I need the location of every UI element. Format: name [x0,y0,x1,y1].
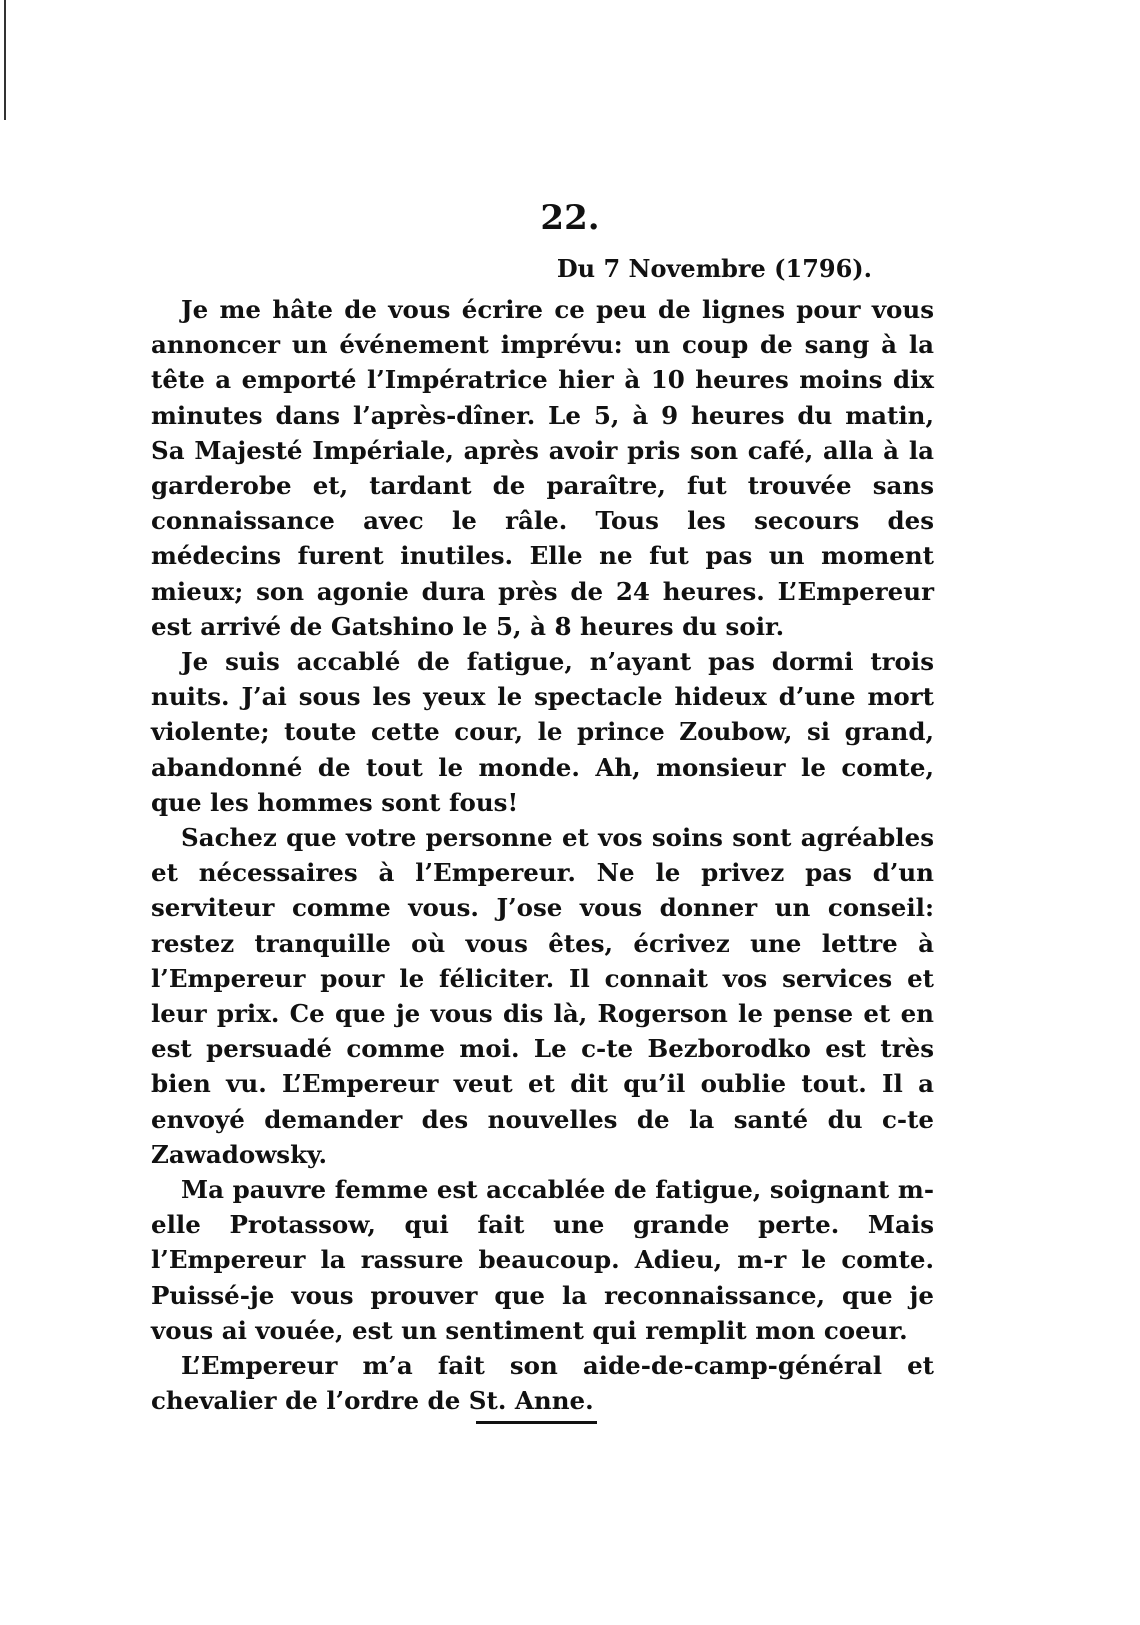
paragraph: Je me hâte de vous écrire ce peu de lignes pour vous annoncer un événement imprévu: un coup de sang à la tête a emporté l’Impératrice hier à 10 heures moins dix minutes dans l’après-dîner. Le 5, à 9 heures du matin, Sa Majesté Impériale, après avoir pris son café, alla à la garderobe et, tardant de paraître, fut trouvée sans connaissance avec le râle. Tous les secours des médecins furent inutiles. Elle ne fut pas un moment mieux; son agonie dura près de 24 heures. L’Empereur est arrivé de Gatshino le 5, à 8 heures du soir. [151,295,934,641]
page-edge-mark [4,0,6,120]
letter-body [151,292,934,1419]
letter-number: 22. [540,198,600,238]
closing-rule [476,1421,597,1424]
paragraph: L’Empereur m’a fait son aide-de-camp-général et chevalier de l’ordre de St. Anne. [151,1351,934,1416]
paragraph: Sachez que votre personne et vos soins sont agréables et nécessaires à l’Empereur. Ne le privez pas d’un serviteur comme vous. J’ose vous donner un conseil: restez tranquille où vous êtes, écrivez une lettre à l’Empereur pour le féliciter. Il connait vos services et leur prix. Ce que je vous dis là, Rogerson le pense et en est persuadé comme moi. Le c-te Bezborodko est très bien vu. L’Empereur veut et dit qu’il oublie tout. Il a envoyé demander des nouvelles de la santé du c-te Zawadowsky. [151,823,934,1169]
paragraph: Je suis accablé de fatigue, n’ayant pas dormi trois nuits. J’ai sous les yeux le spectacle hideux d’une mort violente; toute cette cour, le prince Zoubow, si grand, abandonné de tout le monde. Ah, monsieur le comte, que les hommes sont fous! [151,647,934,817]
paragraph: Ma pauvre femme est accablée de fatigue, soignant m-elle Protassow, qui fait une grande perte. Mais l’Empereur la rassure beaucoup. Adieu, m-r le comte. Puissé-je vous prouver que la reconnaissance, que je vous ai vouée, est un sentiment qui remplit mon coeur. [151,1175,934,1345]
letter-date: Du 7 Novembre (1796). [556,254,872,283]
